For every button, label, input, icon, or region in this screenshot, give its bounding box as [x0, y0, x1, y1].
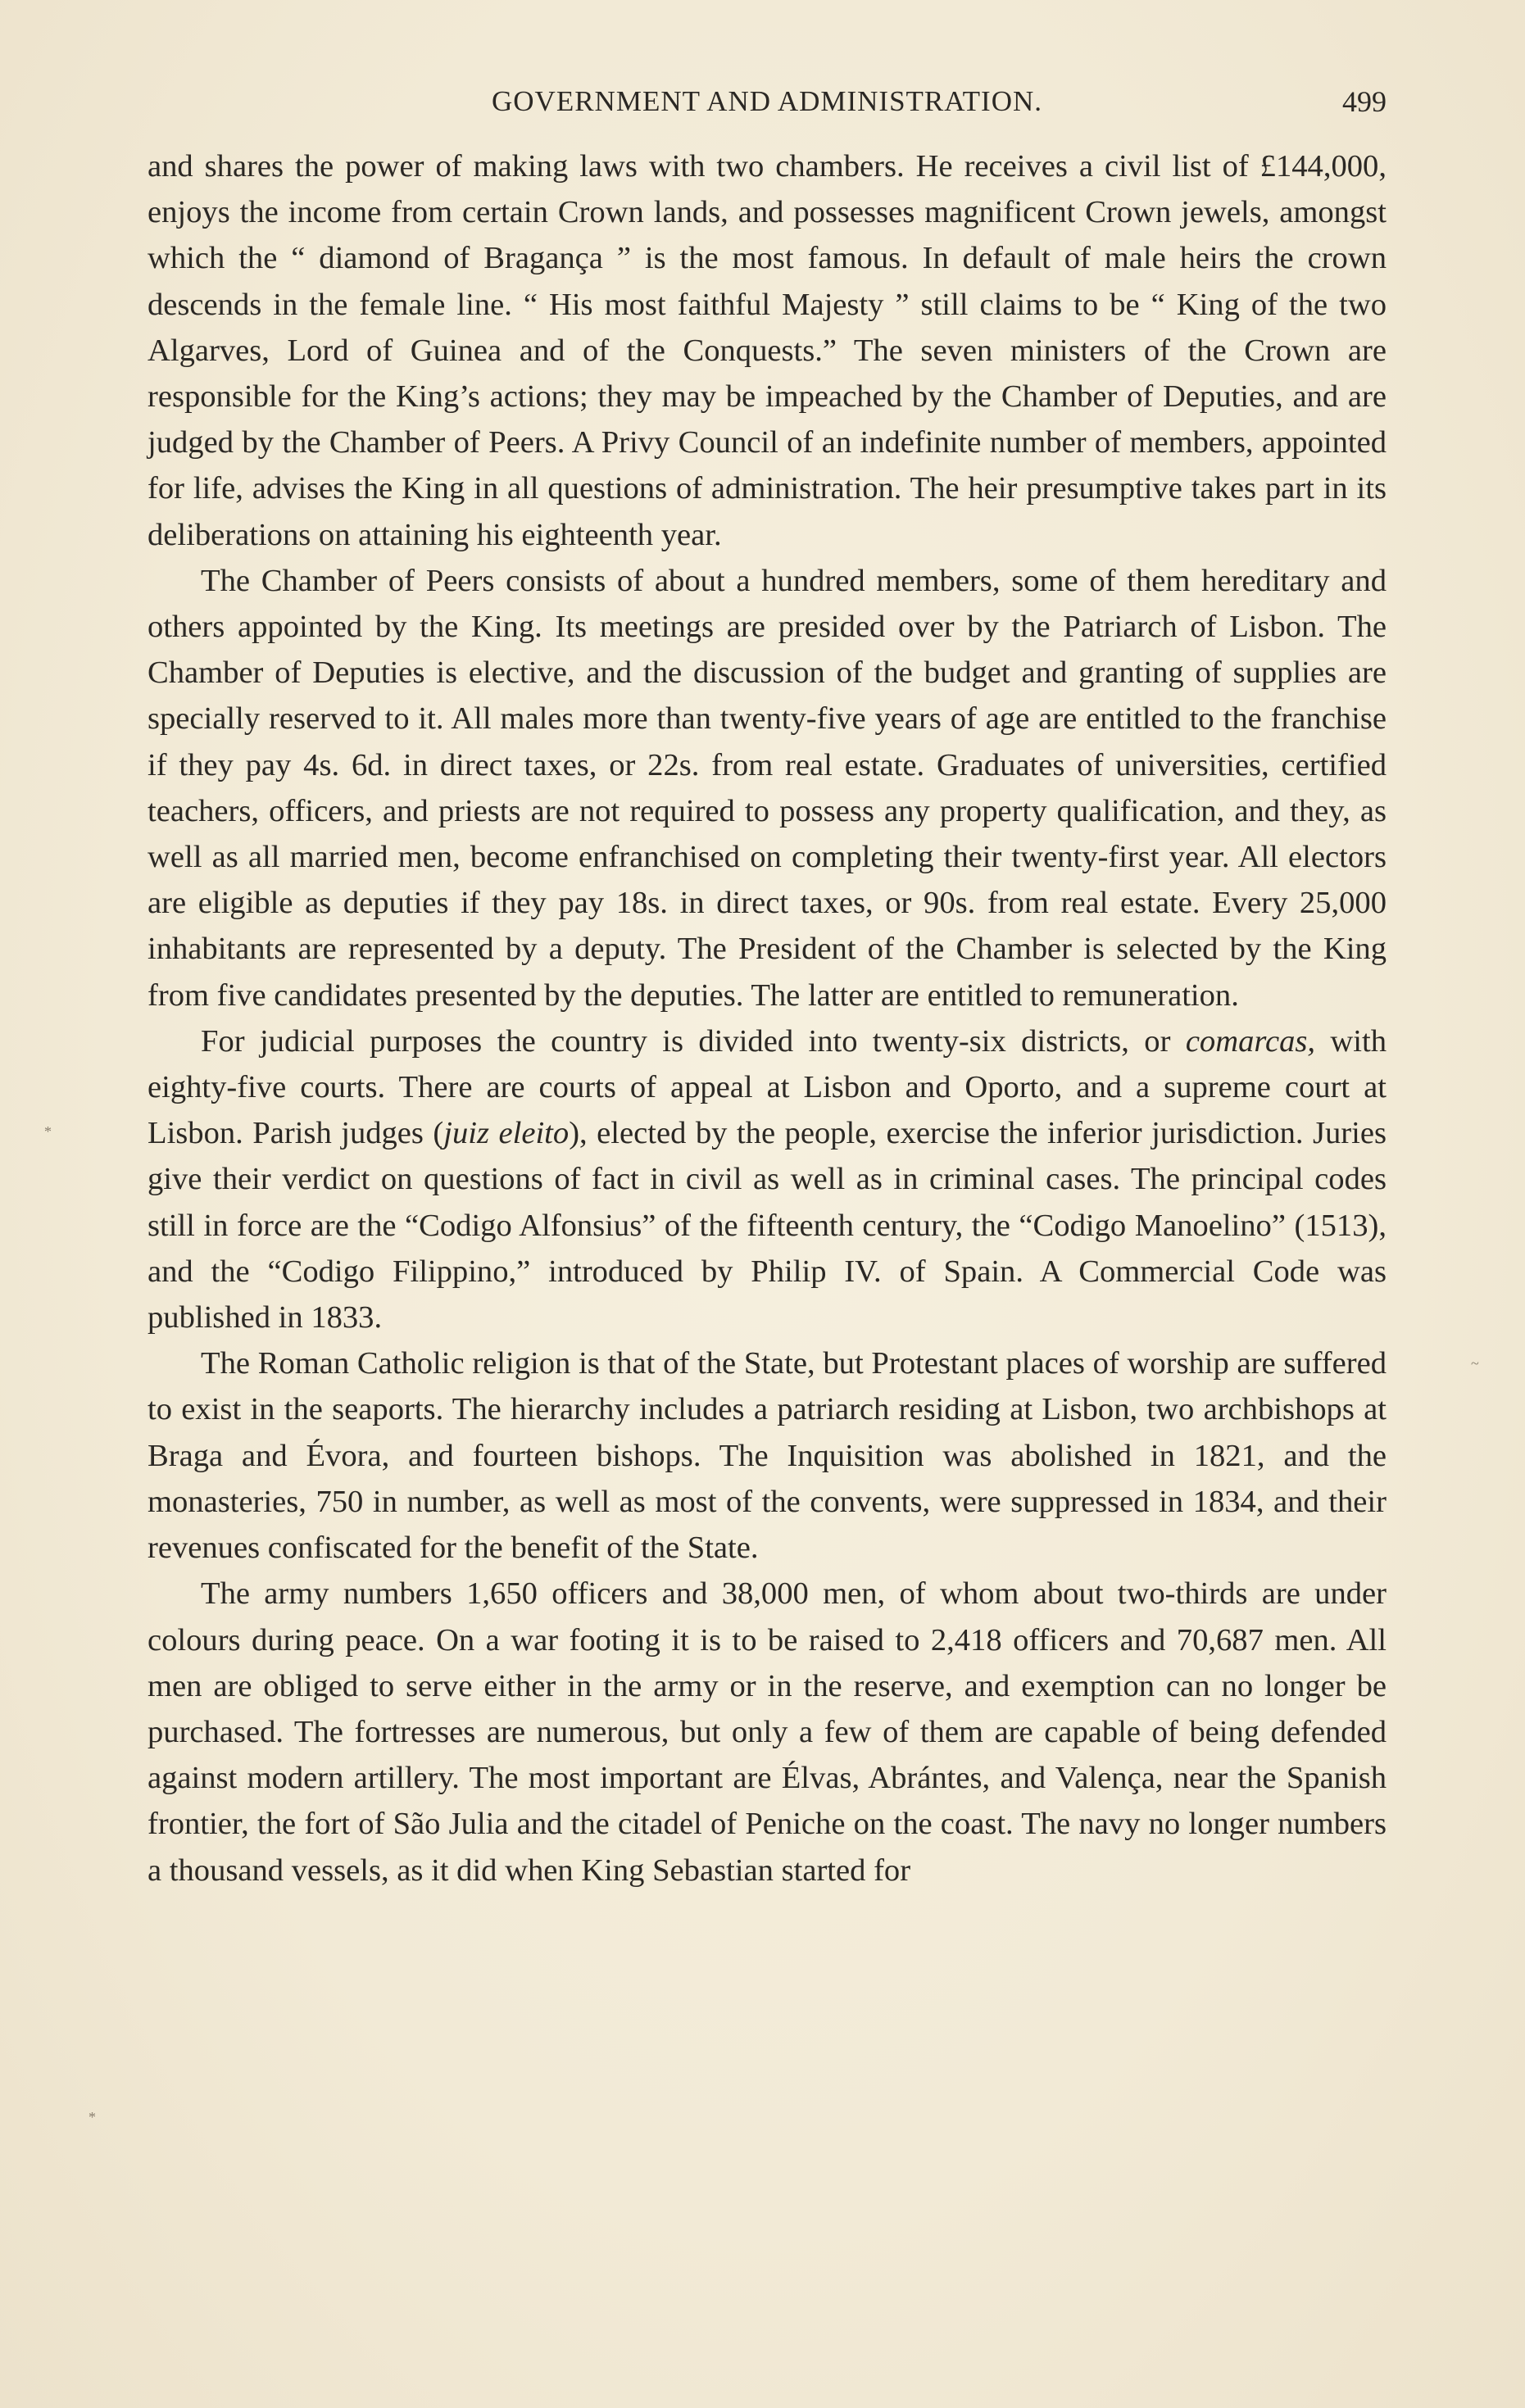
italic-text: juiz eleito — [443, 1116, 570, 1151]
running-title: GOVERNMENT AND ADMINISTRATION. — [492, 85, 1042, 117]
margin-mark: * — [89, 2109, 96, 2125]
paragraph-text: with eighty-five courts. There are courts of appeal at Lisbon and Oporto, and a supreme court at Lisbon. Parish judges ( — [148, 1023, 1387, 1151]
paragraph-text: and shares the power of making laws with two chambers. He receives a civil list of £144,000, enjoys the income from certain Crown lands, and possesses magnificent Crown jewels, amongst which the “ diamond of Bragança ” is the most famous. In default of male heirs the crown descends in the female line. “ His most faithful Majesty ” still claims to be “ King of the two Algarves, Lord of Guinea and of the Conquests.” The seven ministers of the Crown are responsible for the King’s actions; they may be impeached by the Chamber of Deputies, and are judged by the Chamber of Peers. A Privy Council of an indefinite number of members, appointed for life, advises the King in all questions of administration. The heir presumptive takes part in its deliberations on attaining his eighteenth year. — [148, 149, 1387, 552]
paragraph — [148, 1340, 1387, 1571]
paragraph — [148, 1018, 1387, 1340]
paragraph-text: For judicial purposes the country is divided into twenty-six districts, or — [201, 1023, 1186, 1059]
page-number: 499 — [1342, 85, 1387, 118]
paragraph — [148, 1571, 1387, 1893]
margin-mark: ~ — [1471, 1355, 1479, 1372]
margin-mark: * — [44, 1123, 52, 1140]
paragraph-text: The Chamber of Peers consists of about a hundred members, some of them hereditary and others appointed by the King. Its meetings are presided over by the Patriarch of Lisbon. The Chamber of Deputies is elective, and the discussion of the budget and granting of supplies are specially reserved to it. All males more than twenty-five years of age are entitled to the franchise if they pay 4s. 6d. in direct taxes, or 22s. from real estate. Graduates of universities, certified teachers, officers, and priests are not required to possess any property qualification, and they, as well as all married men, become enfranchised on completing their twenty-first year. All electors are eligible as deputies if they pay 18s. in direct taxes, or 90s. from real estate. Every 25,000 inhabitants are represented by a deputy. The President of the Chamber is selected by the King from five candidates presented by the deputies. The latter are entitled to remuneration. — [148, 563, 1387, 1013]
paragraph — [148, 143, 1387, 558]
paragraph-text: The army numbers 1,650 officers and 38,000 men, of whom about two-thirds are under colours during peace. On a war footing it is to be raised to 2,418 officers and 70,687 men. All men are obliged to serve either in the army or in the reserve, and exemption can no longer be purchased. The fortresses are numerous, but only a few of them are capable of being defended against modern artillery. The most important are Élvas, Abrántes, and Valença, near the Spanish frontier, the fort of São Julia and the citadel of Peniche on the coast. The navy no longer numbers a thousand vessels, as it did when King Sebastian started for — [148, 1576, 1387, 1888]
paragraph-text: The Roman Catholic religion is that of the State, but Protestant places of worship are suffered to exist in the seaports. The hierarchy includes a patriarch residing at Lisbon, two archbishops at Braga and Évora, and fourteen bishops. The Inquisition was abolished in 1821, and the monasteries, 750 in number, as well as most of the convents, were suppressed in 1834, and their revenues confiscated for the benefit of the State. — [148, 1346, 1387, 1566]
body-text — [148, 143, 1387, 1893]
paragraph-text: ), elected by the people, exercise the inferior jurisdiction. Juries give their verdict on questions of fact in civil as well as in criminal cases. The principal codes still in force are the “Codigo Alfonsius” of the fifteenth century, the “Codigo Manoelino” (1513), and the “Codigo Filippino,” introduced by Philip IV. of Spain. A Commercial Code was published in 1833. — [148, 1116, 1387, 1336]
running-head — [148, 79, 1387, 125]
paragraph — [148, 558, 1387, 1018]
italic-text: comarcas, — [1185, 1023, 1316, 1059]
